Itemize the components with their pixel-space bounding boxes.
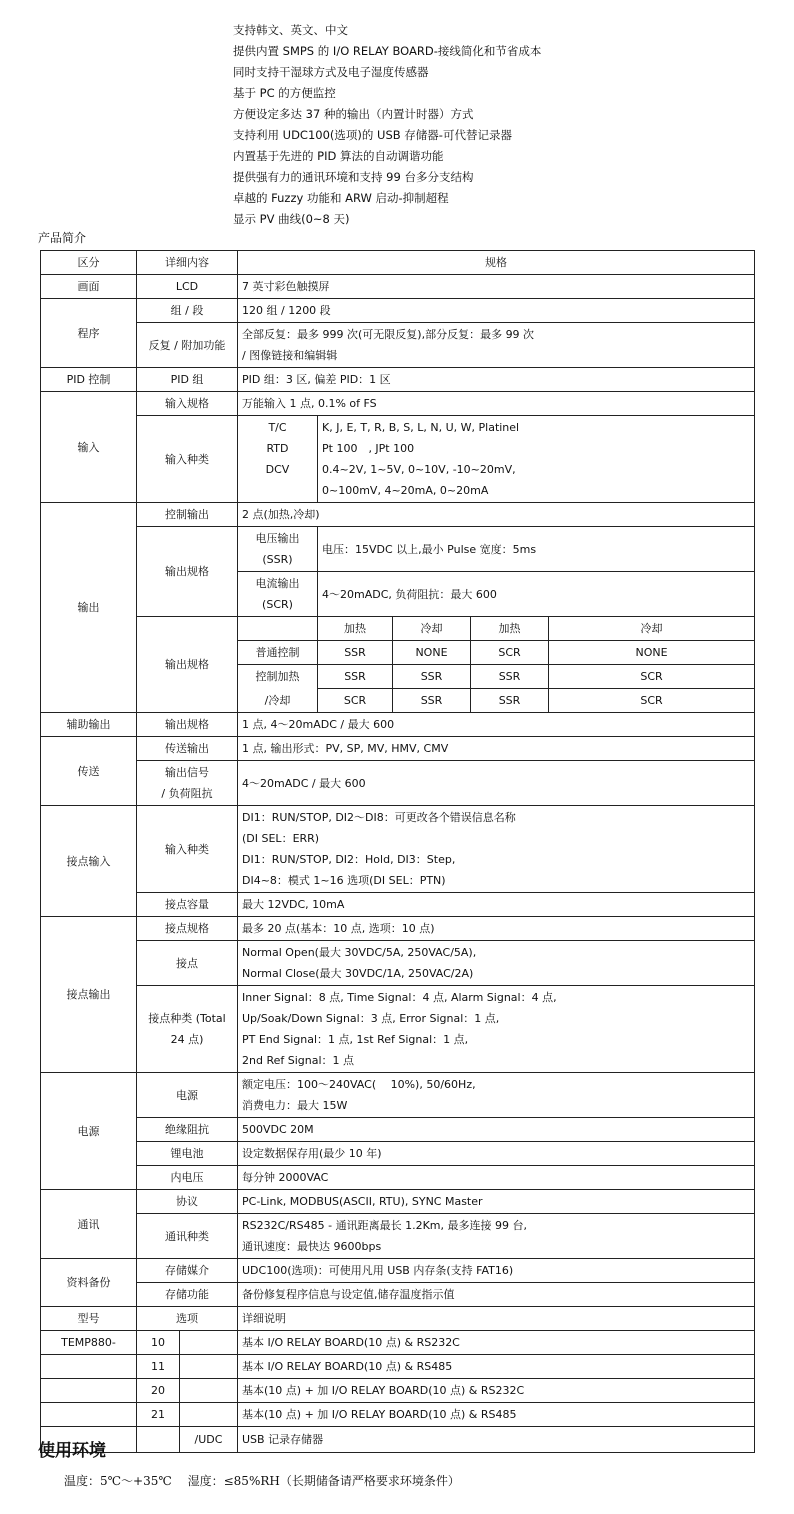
model-row [41,1427,755,1453]
model-blank-cell [41,1403,137,1427]
grid-label-cell: /冷却 [238,689,318,713]
spec-line: Normal Open(最大 30VDC/5A, 250VAC/5A), [242,946,477,959]
model-code-cell: 21 [137,1403,180,1427]
table-row [41,323,755,368]
spec-cell [238,1073,755,1118]
spec-cell: PC-Link, MODBUS(ASCII, RTU), SYNC Master [238,1190,755,1214]
spec-line: (DI SEL：ERR) [242,832,320,845]
table-row [41,527,755,572]
grid-corner-cell [238,617,318,641]
feature-item: 同时支持干湿球方式及电子湿度传感器 [233,65,429,79]
spec-line: Inner Signal：8 点, Time Signal：4 点, Alarm Signal：4 点, [242,991,557,1004]
category-cell: 接点输入 [41,806,137,917]
model-name-cell: TEMP880- [41,1331,137,1355]
feature-item: 支持韩文、英文、中文 [233,23,348,37]
table-row [41,1190,755,1214]
detail-cell: 控制输出 [137,503,238,527]
detail-line: 24 点) [170,1033,204,1046]
table-header-row [41,251,755,275]
table-row [41,986,755,1073]
model-blank-cell [180,1355,238,1379]
table-row [41,917,755,941]
category-cell: 画面 [41,275,137,299]
spec-line: 消费电力：最大 15W [242,1099,348,1112]
spec-line: 2nd Ref Signal：1 点 [242,1054,355,1067]
category-cell: 接点输出 [41,917,137,1073]
detail-cell: 锂电池 [137,1142,238,1166]
model-blank-cell [137,1427,180,1453]
detail-cell: LCD [137,275,238,299]
detail-cell: 接点规格 [137,917,238,941]
grid-cell: NONE [393,641,471,665]
input-type: RTD [266,442,289,455]
model-desc-cell: 基本 I/O RELAY BOARD(10 点) & RS485 [238,1355,755,1379]
table-row [41,761,755,806]
model-header-row [41,1307,755,1331]
grid-cell: SSR [393,689,471,713]
grid-head-cell: 加热 [318,617,393,641]
spec-cell: 设定数据保存用(最少 10 年) [238,1142,755,1166]
detail-cell: 组 / 段 [137,299,238,323]
spec-line: Up/Soak/Down Signal：3 点, Error Signal：1 点, [242,1012,500,1025]
header-cell: 详细内容 [137,251,238,275]
detail-cell: 存储功能 [137,1283,238,1307]
spec-line: DI1：RUN/STOP, DI2：Hold, DI3：Step, [242,853,456,866]
spec-cell: 1 点, 4～20mADC / 最大 600 [238,713,755,737]
model-blank-cell [180,1379,238,1403]
input-type: T/C [268,421,287,434]
grid-cell: SCR [318,689,393,713]
output-type-label: (SSR) [262,553,293,566]
spec-line: Pt 100 , JPt 100 [322,442,415,455]
spec-cell [238,806,755,893]
spec-cell: 4～20mADC, 负荷阻抗：最大 600 [318,572,755,617]
detail-cell: 传送输出 [137,737,238,761]
table-row [41,368,755,392]
spec-line: RS232C/RS485 - 通讯距离最长 1.2Km, 最多连接 99 台, [242,1219,527,1232]
grid-cell: SSR [318,641,393,665]
model-code-cell: 20 [137,1379,180,1403]
table-row [41,503,755,527]
table-row [41,941,755,986]
table-row [41,1283,755,1307]
input-values-cell [318,416,755,503]
spec-line: 额定电压：100～240VAC( 10%), 50/60Hz, [242,1078,476,1091]
model-row [41,1379,755,1403]
spec-cell: 万能输入 1 点, 0.1% of FS [238,392,755,416]
grid-head-cell: 冷却 [393,617,471,641]
detail-cell: PID 组 [137,368,238,392]
header-cell: 详细说明 [238,1307,755,1331]
model-row [41,1331,755,1355]
spec-cell [238,986,755,1073]
table-row [41,275,755,299]
spec-line: PT End Signal：1 点, 1st Ref Signal：1 点, [242,1033,469,1046]
model-desc-cell: 基本 I/O RELAY BOARD(10 点) & RS232C [238,1331,755,1355]
spec-cell: 1 点, 输出形式：PV, SP, MV, HMV, CMV [238,737,755,761]
spec-line: Normal Close(最大 30VDC/1A, 250VAC/2A) [242,967,474,980]
model-blank-cell [180,1403,238,1427]
feature-item: 卓越的 Fuzzy 功能和 ARW 启动-抑制超程 [233,191,449,205]
model-code-cell: 10 [137,1331,180,1355]
input-type: DCV [265,463,290,476]
spec-line: DI1：RUN/STOP, DI2～DI8：可更改各个错误信息名称 [242,811,516,824]
spec-cell: PID 组：3 区, 偏差 PID：1 区 [238,368,755,392]
grid-cell: SSR [318,665,393,689]
grid-cell: SCR [549,665,755,689]
feature-item: 内置基于先进的 PID 算法的自动调谐功能 [233,149,444,163]
table-row [41,1142,755,1166]
header-cell: 选项 [137,1307,238,1331]
spec-cell [238,1214,755,1259]
detail-cell: 输出规格 [137,527,238,617]
detail-cell: 输入规格 [137,392,238,416]
detail-cell: 输出规格 [137,617,238,713]
feature-item: 方便设定多达 37 种的输出（内置计时器）方式 [233,107,474,121]
header-cell: 区分 [41,251,137,275]
spec-cell: 每分钟 2000VAC [238,1166,755,1190]
output-type-label: 电流输出 [255,577,300,590]
table-row [41,713,755,737]
model-blank-cell [41,1355,137,1379]
spec-cell: 备份修复程序信息与设定值,储存温度指示值 [238,1283,755,1307]
detail-cell: 输入种类 [137,416,238,503]
detail-cell: 电源 [137,1073,238,1118]
grid-cell: SCR [549,689,755,713]
category-cell: 资料备份 [41,1259,137,1307]
table-row [41,1073,755,1118]
header-cell: 规格 [238,251,755,275]
table-row [41,806,755,893]
model-blank-cell [41,1379,137,1403]
model-desc-cell: 基本(10 点) + 加 I/O RELAY BOARD(10 点) & RS232C [238,1379,755,1403]
detail-cell: 内电压 [137,1166,238,1190]
category-cell: PID 控制 [41,368,137,392]
table-row [41,416,755,503]
feature-item: 支持利用 UDC100(选项)的 USB 存储器-可代替记录器 [233,128,512,142]
table-row [41,617,755,641]
category-cell: 程序 [41,299,137,368]
table-row [41,392,755,416]
spec-line: DI4~8：模式 1~16 选项(DI SEL：PTN) [242,874,446,887]
detail-cell [137,761,238,806]
detail-cell: 通讯种类 [137,1214,238,1259]
spec-line: 0.4~2V, 1~5V, 0~10V, -10~20mV, [322,463,516,476]
model-desc-cell: 基本(10 点) + 加 I/O RELAY BOARD(10 点) & RS485 [238,1403,755,1427]
grid-head-cell: 加热 [471,617,549,641]
table-row [41,1118,755,1142]
grid-head-cell: 冷却 [549,617,755,641]
spec-table [40,250,755,1453]
category-cell: 输入 [41,392,137,503]
feature-item: 提供强有力的通讯环境和支持 99 台多分支结构 [233,170,474,184]
detail-cell: 接点容量 [137,893,238,917]
detail-cell [137,986,238,1073]
spec-line: 0~100mV, 4~20mA, 0~20mA [322,484,489,497]
grid-label-cell: 控制加热 [238,665,318,689]
detail-cell: 输入种类 [137,806,238,893]
output-type-cell [238,572,318,617]
output-type-cell [238,527,318,572]
table-row [41,737,755,761]
category-cell: 输出 [41,503,137,713]
table-row [41,893,755,917]
model-blank-cell [180,1331,238,1355]
feature-list [233,20,541,230]
table-row [41,299,755,323]
grid-cell: SCR [471,641,549,665]
category-cell: 通讯 [41,1190,137,1259]
input-type-cell [238,416,318,503]
spec-line: 通讯速度：最快达 9600bps [242,1240,382,1253]
model-option-cell: /UDC [180,1427,238,1453]
header-cell: 型号 [41,1307,137,1331]
grid-cell: SSR [393,665,471,689]
output-type-label: 电压输出 [255,532,300,545]
spec-cell: UDC100(选项)：可使用凡用 USB 内存条(支持 FAT16) [238,1259,755,1283]
model-desc-cell: USB 记录存储器 [238,1427,755,1453]
detail-line: / 负荷阻抗 [161,787,213,800]
table-row [41,1166,755,1190]
detail-cell: 存储媒介 [137,1259,238,1283]
grid-cell: SSR [471,665,549,689]
spec-cell: 7 英寸彩色触摸屏 [238,275,755,299]
spec-cell: 最大 12VDC, 10mA [238,893,755,917]
detail-cell: 绝缘阻抗 [137,1118,238,1142]
table-row [41,1214,755,1259]
intro-title: 产品简介 [38,231,87,245]
model-row [41,1403,755,1427]
output-type-label: (SCR) [262,598,293,611]
spec-cell: 电压：15VDC 以上,最小 Pulse 宽度：5ms [318,527,755,572]
spec-cell: 2 点(加热,冷却) [238,503,755,527]
category-cell: 电源 [41,1073,137,1190]
model-code-cell: 11 [137,1355,180,1379]
model-row [41,1355,755,1379]
feature-item: 显示 PV 曲线(0~8 天) [233,212,350,226]
grid-label-cell: 普通控制 [238,641,318,665]
spec-line: K, J, E, T, R, B, S, L, N, U, W, Platinel [322,421,520,434]
category-cell: 传送 [41,737,137,806]
spec-cell [238,941,755,986]
detail-cell: 协议 [137,1190,238,1214]
category-cell: 辅助输出 [41,713,137,737]
grid-cell: SSR [471,689,549,713]
feature-item: 提供内置 SMPS 的 I/O RELAY BOARD-接线简化和节省成本 [233,44,542,58]
environment-title: 使用环境 [38,1441,106,1461]
table-row [41,1259,755,1283]
environment-text: 温度：5℃～+35℃ 湿度：≤85%RH（长期储备请严格要求环境条件） [64,1474,460,1488]
spec-line: 全部反复：最多 999 次(可无限反复),部分反复：最多 99 次 [242,328,535,341]
detail-line: 输出信号 [165,766,209,779]
spec-line: / 图像链接和编辑辑 [242,349,338,362]
spec-cell: 最多 20 点(基本：10 点, 选项：10 点) [238,917,755,941]
detail-cell: 接点 [137,941,238,986]
spec-cell: 500VDC 20M [238,1118,755,1142]
feature-item: 基于 PC 的方便监控 [233,86,336,100]
detail-line: 接点种类 (Total [148,1012,226,1025]
spec-cell: 120 组 / 1200 段 [238,299,755,323]
grid-cell: NONE [549,641,755,665]
spec-cell: 4～20mADC / 最大 600 [238,761,755,806]
detail-cell: 输出规格 [137,713,238,737]
spec-cell [238,323,755,368]
detail-cell: 反复 / 附加功能 [137,323,238,368]
